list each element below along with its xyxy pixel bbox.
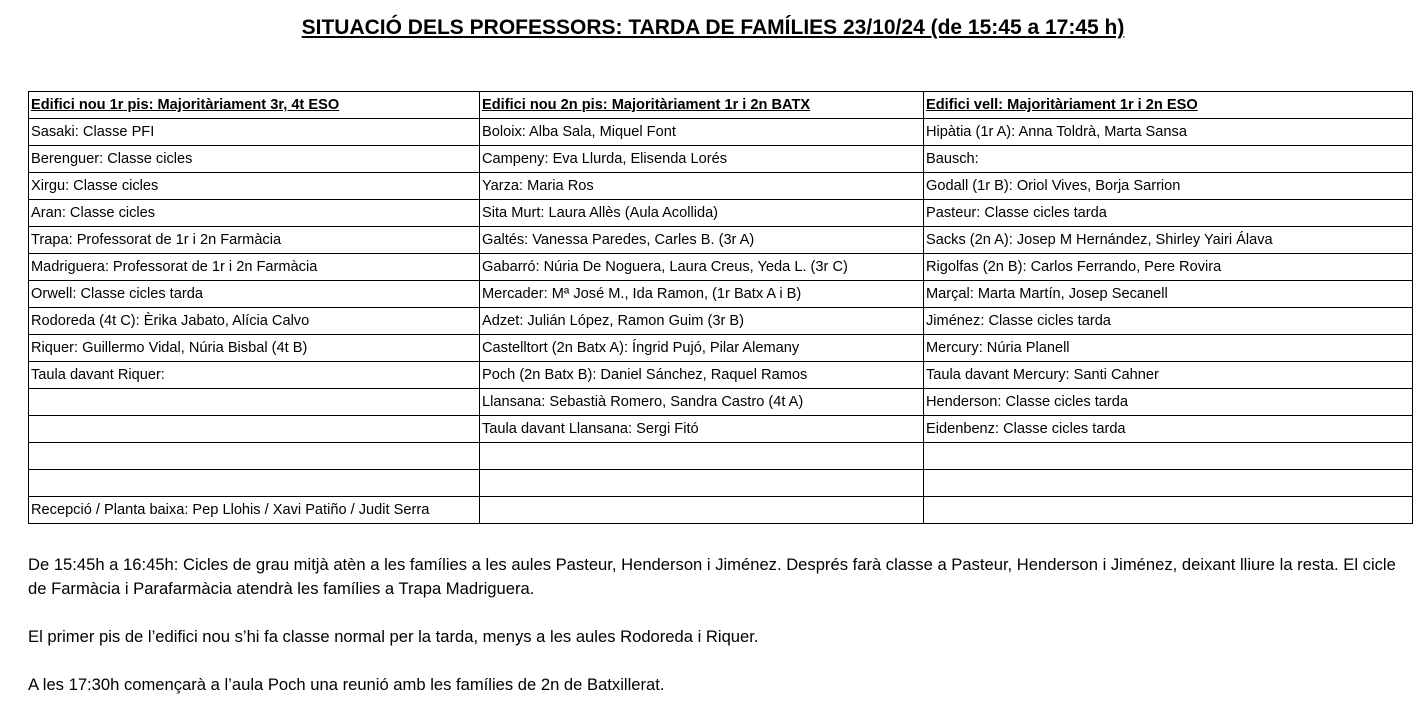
table-cell: Godall (1r B): Oriol Vives, Borja Sarrion (924, 173, 1413, 200)
table-cell (29, 470, 480, 497)
table-cell: Aran: Classe cicles (29, 200, 480, 227)
table-cell: Recepció / Planta baixa: Pep Llohis / Xavi Patiño / Judit Serra (29, 497, 480, 524)
table-row (29, 497, 1413, 524)
header-new-building-floor-1: Edifici nou 1r pis: Majoritàriament 3r, 4t ESO (29, 92, 480, 119)
note-first-floor: El primer pis de l’edifici nou s’hi fa classe normal per la tarda, menys a les aules Rodoreda i Riquer. (28, 627, 759, 646)
table-cell (480, 470, 924, 497)
table-cell: Xirgu: Classe cicles (29, 173, 480, 200)
table-cell: Bausch: (924, 146, 1413, 173)
table-cell: Eidenbenz: Classe cicles tarda (924, 416, 1413, 443)
table-row (29, 281, 1413, 308)
table-cell (29, 416, 480, 443)
table-cell: Poch (2n Batx B): Daniel Sánchez, Raquel Ramos (480, 362, 924, 389)
table-row (29, 443, 1413, 470)
table-cell: Trapa: Professorat de 1r i 2n Farmàcia (29, 227, 480, 254)
notes-section (28, 553, 1418, 721)
table-row (29, 200, 1413, 227)
table-cell (924, 443, 1413, 470)
table-cell: Rodoreda (4t C): Èrika Jabato, Alícia Calvo (29, 308, 480, 335)
table-cell: Castelltort (2n Batx A): Íngrid Pujó, Pilar Alemany (480, 335, 924, 362)
table-cell: Hipàtia (1r A): Anna Toldrà, Marta Sansa (924, 119, 1413, 146)
teachers-table (28, 91, 1413, 524)
table-cell: Sacks (2n A): Josep M Hernández, Shirley Yairi Álava (924, 227, 1413, 254)
table-row (29, 335, 1413, 362)
table-cell: Sasaki: Classe PFI (29, 119, 480, 146)
table-cell: Mercader: Mª José M., Ida Ramon, (1r Batx A i B) (480, 281, 924, 308)
table-cell: Taula davant Mercury: Santi Cahner (924, 362, 1413, 389)
table-row (29, 389, 1413, 416)
table-cell (924, 470, 1413, 497)
table-cell: Jiménez: Classe cicles tarda (924, 308, 1413, 335)
table-row (29, 362, 1413, 389)
table-cell: Rigolfas (2n B): Carlos Ferrando, Pere Rovira (924, 254, 1413, 281)
table-cell: Orwell: Classe cicles tarda (29, 281, 480, 308)
table-cell: Henderson: Classe cicles tarda (924, 389, 1413, 416)
table-cell: Adzet: Julián López, Ramon Guim (3r B) (480, 308, 924, 335)
table-cell: Madriguera: Professorat de 1r i 2n Farmàcia (29, 254, 480, 281)
note-meeting: A les 17:30h començarà a l’aula Poch una reunió amb les famílies de 2n de Batxillerat. (28, 675, 665, 694)
table-cell: Riquer: Guillermo Vidal, Núria Bisbal (4t B) (29, 335, 480, 362)
table-row (29, 173, 1413, 200)
table-cell: Boloix: Alba Sala, Miquel Font (480, 119, 924, 146)
table-cell: Gabarró: Núria De Noguera, Laura Creus, Yeda L. (3r C) (480, 254, 924, 281)
table-row (29, 119, 1413, 146)
table-cell: Taula davant Llansana: Sergi Fitó (480, 416, 924, 443)
table-cell: Pasteur: Classe cicles tarda (924, 200, 1413, 227)
table-cell (480, 497, 924, 524)
page-title: SITUACIÓ DELS PROFESSORS: TARDA DE FAMÍLIES 23/10/24 (de 15:45 a 17:45 h) (301, 16, 1125, 39)
table-cell: Galtés: Vanessa Paredes, Carles B. (3r A) (480, 227, 924, 254)
table-cell: Berenguer: Classe cicles (29, 146, 480, 173)
table-cell (29, 443, 480, 470)
table-row (29, 470, 1413, 497)
table-cell: Campeny: Eva Llurda, Elisenda Lorés (480, 146, 924, 173)
table-row (29, 146, 1413, 173)
table-cell (924, 497, 1413, 524)
table-row (29, 254, 1413, 281)
note-schedule: De 15:45h a 16:45h: Cicles de grau mitjà atèn a les famílies a les aules Pasteur, Henderson i Jiménez. Després farà classe a Pasteur, Henderson i Jiménez, deixant lliure la resta. El cicle de Farmàcia i Parafarmàcia atendrà les famílies a Trapa Madriguera. (28, 555, 1396, 598)
table-row (29, 308, 1413, 335)
table-cell: Llansana: Sebastià Romero, Sandra Castro (4t A) (480, 389, 924, 416)
table-cell: Sita Murt: Laura Allès (Aula Acollida) (480, 200, 924, 227)
table-row (29, 416, 1413, 443)
table-cell: Yarza: Maria Ros (480, 173, 924, 200)
table-cell: Marçal: Marta Martín, Josep Secanell (924, 281, 1413, 308)
table-cell: Mercury: Núria Planell (924, 335, 1413, 362)
table-cell: Taula davant Riquer: (29, 362, 480, 389)
table-header-row (29, 92, 1413, 119)
table-body (29, 119, 1413, 524)
header-old-building: Edifici vell: Majoritàriament 1r i 2n ESO (924, 92, 1413, 119)
table-cell (480, 443, 924, 470)
table-row (29, 227, 1413, 254)
table-cell (29, 389, 480, 416)
header-new-building-floor-2: Edifici nou 2n pis: Majoritàriament 1r i 2n BATX (480, 92, 924, 119)
